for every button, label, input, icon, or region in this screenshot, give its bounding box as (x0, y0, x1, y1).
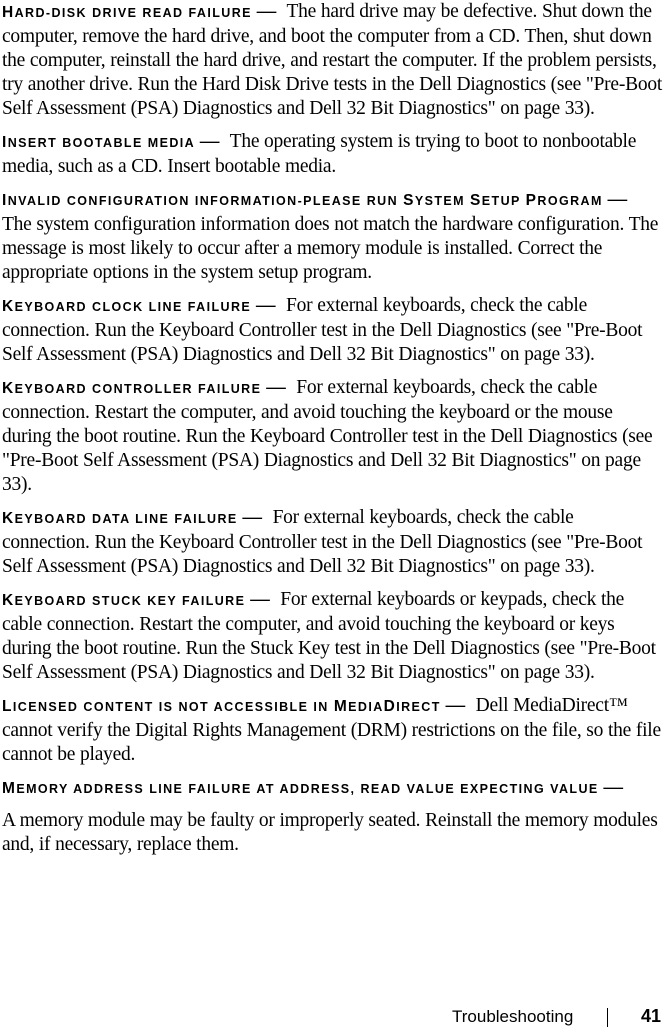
entry-hard-disk-read-failure (2, 0, 666, 121)
entry-memory-address-line-failure (2, 776, 666, 857)
entry-keyboard-controller-failure (2, 376, 666, 497)
entry-licensed-content-not-accessible (2, 694, 666, 767)
entry-body: A memory module may be faulty or improperly seated. Reinstall the memory modules and, if necessary, replace them. (2, 810, 658, 855)
em-dash: — (256, 1, 276, 22)
entry-heading: HARD-DISK DRIVE READ FAILURE (2, 4, 252, 21)
em-dash: — (266, 377, 286, 398)
entry-keyboard-data-line-failure (2, 506, 666, 579)
footer-separator (607, 1008, 608, 1027)
entry-insert-bootable-media (2, 130, 666, 179)
em-dash: — (607, 189, 627, 210)
entry-heading: LICENSED CONTENT IS NOT ACCESSIBLE IN MEDIADIRECT (2, 698, 441, 715)
page-content (2, 0, 666, 857)
em-dash: — (603, 777, 623, 798)
em-dash: — (255, 295, 276, 316)
entry-body: Dell MediaDirect™ cannot verify the Digital Rights Management (DRM) restrictions on the file, so the file cannot be played. (2, 695, 661, 765)
entry-body: The operating system is trying to boot to nonbootable media, such as a CD. Insert bootable media. (2, 131, 637, 177)
em-dash: — (199, 131, 220, 152)
em-dash: — (242, 507, 262, 528)
entry-keyboard-clock-line-failure (2, 294, 666, 367)
entry-heading: INVALID CONFIGURATION INFORMATION-PLEASE RUN SYSTEM SETUP PROGRAM (2, 192, 603, 209)
page-footer (0, 1004, 667, 1032)
entry-body: For external keyboards, check the cable connection. Run the Keyboard Controller test in the Dell Diagnostics (see "Pre-Boot Self Assessment (PSA) Diagnostics and Dell 32 Bit Diagnostics" on page 33). (2, 295, 643, 365)
entry-heading: KEYBOARD CONTROLLER FAILURE (2, 380, 262, 397)
entry-heading: KEYBOARD STUCK KEY FAILURE (2, 592, 246, 609)
entry-body: For external keyboards, check the cable connection. Run the Keyboard Controller test in the Dell Diagnostics (see "Pre-Boot Self Assessment (PSA) Diagnostics and Dell 32 Bit Diagnostics" on page 33). (2, 507, 643, 577)
entry-keyboard-stuck-key-failure (2, 588, 666, 685)
entry-heading: INSERT BOOTABLE MEDIA (2, 134, 196, 151)
em-dash: — (250, 589, 270, 610)
entry-heading: MEMORY ADDRESS LINE FAILURE AT ADDRESS, READ VALUE EXPECTING VALUE (2, 780, 599, 797)
entry-heading-block (2, 776, 666, 801)
entry-body: For external keyboards or keypads, check the cable connection. Restart the computer, and avoid touching the keyboard or keys during the boot routine. Run the Stuck Key test in the Dell Diagnostics (see "Pre-Boot Self Assessment (PSA) Diagnostics and Dell 32 Bit Diagnostics" on page 33). (2, 589, 656, 683)
entry-body: For external keyboards, check the cable connection. Restart the computer, and avoid touching the keyboard or the mouse during the boot routine. Run the Keyboard Controller test in the Dell Diagnostics (see "Pre-Boot Self Assessment (PSA) Diagnostics and Dell 32 Bit Diagnostics" on page 33). (2, 377, 653, 495)
page-number: 41 (641, 1006, 662, 1026)
em-dash: — (445, 695, 465, 716)
entry-body: The system configuration information does not match the hardware configuration. The message is most likely to occur after a memory module is installed. Correct the appropriate options in the system setup program. (2, 214, 659, 283)
entry-heading: KEYBOARD DATA LINE FAILURE (2, 510, 238, 527)
footer-section-title: Troubleshooting (452, 1007, 574, 1026)
entry-heading: KEYBOARD CLOCK LINE FAILURE (2, 298, 252, 315)
entry-body: The hard drive may be defective. Shut down the computer, remove the hard drive, and boot the computer from a CD. Then, shut down the computer, reinstall the hard drive, and restart the computer. If the problem persists, try another drive. Run the Hard Disk Drive tests in the Dell Diagnostics (see "Pre-Boot Self Assessment (PSA) Diagnostics and Dell 32 Bit Diagnostics" on page 33). (2, 1, 662, 119)
entry-invalid-configuration (2, 188, 666, 285)
